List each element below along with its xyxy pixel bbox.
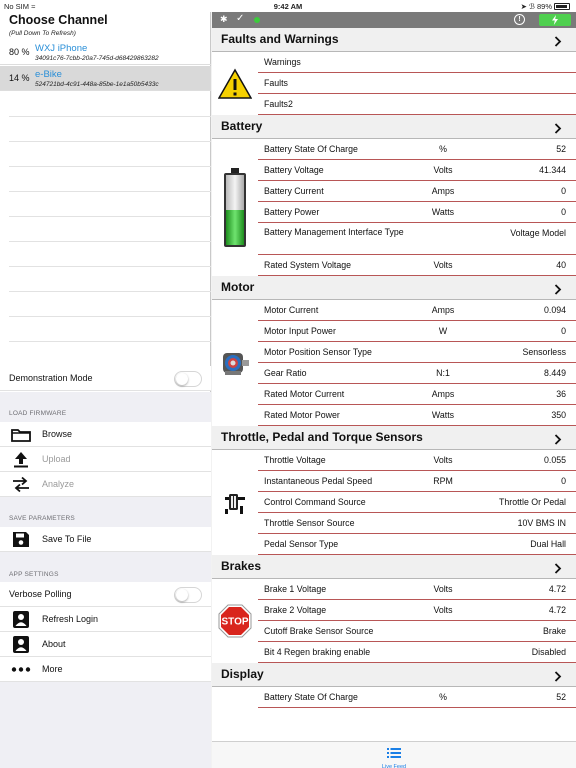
channel-name: WXJ iPhone xyxy=(35,43,88,54)
parameter-name: Battery Voltage xyxy=(264,165,324,175)
parameter-row[interactable] xyxy=(258,534,576,555)
analyze-arrows-icon xyxy=(10,476,32,493)
parameter-name: Warnings xyxy=(264,57,301,67)
parameter-row[interactable] xyxy=(258,579,576,600)
more-row[interactable] xyxy=(0,657,211,682)
battery-status-icon xyxy=(554,3,570,10)
save-to-file-row[interactable] xyxy=(0,527,211,552)
section-title: Throttle, Pedal and Torque Sensors xyxy=(221,430,423,444)
refresh-login-label: Refresh Login xyxy=(42,614,99,624)
parameter-name: Control Command Source xyxy=(264,497,366,507)
parameter-row[interactable] xyxy=(258,73,576,94)
parameter-row[interactable] xyxy=(258,687,576,708)
parameter-unit: Volts xyxy=(433,165,453,175)
parameter-name: Faults2 xyxy=(264,99,293,109)
parameter-name: Battery Power xyxy=(264,207,320,217)
connection-status-icon xyxy=(254,17,260,23)
parameter-name: Instantaneous Pedal Speed xyxy=(264,476,373,486)
empty-row-divider xyxy=(9,266,211,267)
status-right xyxy=(521,2,570,11)
parameter-unit: Amps xyxy=(431,305,455,315)
app-settings-header xyxy=(0,552,211,582)
empty-row-divider xyxy=(9,166,211,167)
section-title: Display xyxy=(221,667,264,681)
stop-sign-label: STOP xyxy=(221,616,249,628)
parameter-unit: Volts xyxy=(433,260,453,270)
save-parameters-label: SAVE PARAMETERS xyxy=(9,515,75,522)
alert-icon[interactable]: ! xyxy=(514,14,525,25)
parameter-row[interactable] xyxy=(258,513,576,534)
parameter-row[interactable] xyxy=(258,160,576,181)
parameter-unit: Volts xyxy=(433,455,453,465)
channel-id: 34091c76-7cbb-20a7-745d-d68429863282 xyxy=(35,55,159,62)
bluetooth-icon[interactable]: ✱ xyxy=(220,14,228,24)
parameter-row[interactable] xyxy=(258,642,576,663)
parameter-row[interactable] xyxy=(258,321,576,342)
wifi-icon: ≈ xyxy=(31,2,36,11)
parameter-name: Throttle Sensor Source xyxy=(264,518,355,528)
load-firmware-label: LOAD FIRMWARE xyxy=(9,410,67,417)
empty-row-divider xyxy=(9,241,211,242)
parameter-unit: RPM xyxy=(433,476,453,486)
about-row[interactable] xyxy=(0,632,211,657)
parameter-name: Rated Motor Current xyxy=(264,389,345,399)
status-bar xyxy=(0,0,576,12)
section-title: Faults and Warnings xyxy=(221,32,339,46)
channel-signal: 14 % xyxy=(9,73,30,83)
toolbar xyxy=(212,12,576,28)
sidebar-footer xyxy=(0,682,211,768)
empty-row-divider xyxy=(9,316,211,317)
channel-name: e-Bike xyxy=(35,69,62,80)
parameter-unit: % xyxy=(439,692,447,702)
parameter-name: Bit 4 Regen braking enable xyxy=(264,647,371,657)
parameter-value: 10V BMS IN xyxy=(517,518,566,528)
chevron-right-icon[interactable] xyxy=(554,561,562,579)
folder-icon xyxy=(10,426,32,443)
section-title: Battery xyxy=(221,119,263,133)
parameter-value: Throttle Or Pedal xyxy=(499,497,566,507)
parameter-name: Brake 2 Voltage xyxy=(264,605,327,615)
parameter-unit: Watts xyxy=(431,207,455,217)
section-title: Brakes xyxy=(221,559,262,573)
empty-row-divider xyxy=(9,216,211,217)
empty-row-divider xyxy=(9,341,211,342)
section-header-2[interactable] xyxy=(212,276,576,300)
chevron-right-icon[interactable] xyxy=(554,121,562,139)
sidebar-title: Choose Channel xyxy=(9,13,108,27)
parameter-row[interactable] xyxy=(258,255,576,276)
parameter-value: Dual Hall xyxy=(530,539,566,549)
demo-mode-row xyxy=(0,366,211,391)
analyze-row[interactable] xyxy=(0,472,211,497)
parameter-row[interactable] xyxy=(258,94,576,115)
warning-icon xyxy=(218,68,252,105)
save-parameters-header xyxy=(0,497,211,527)
sidebar-subtitle: (Pull Down To Refresh) xyxy=(9,30,76,37)
parameter-name: Battery State Of Charge xyxy=(264,692,358,702)
about-label: About xyxy=(42,639,66,649)
section-title: Motor xyxy=(221,280,255,294)
power-bolt-button[interactable] xyxy=(539,14,571,26)
parameter-row[interactable] xyxy=(258,202,576,223)
parameter-value: Sensorless xyxy=(522,347,566,357)
channel-item-selected[interactable] xyxy=(0,66,211,91)
empty-row-divider xyxy=(9,141,211,142)
parameter-value: Disabled xyxy=(531,647,566,657)
parameter-value: 40 xyxy=(556,260,566,270)
user-badge-icon xyxy=(10,636,32,653)
parameter-value: Voltage Model xyxy=(510,228,566,238)
parameter-value: 36 xyxy=(556,389,566,399)
parameter-value: 0.055 xyxy=(543,455,566,465)
section-header-4[interactable] xyxy=(212,555,576,579)
chevron-right-icon[interactable] xyxy=(554,669,562,687)
chevron-right-icon[interactable] xyxy=(554,34,562,52)
channel-signal: 80 % xyxy=(9,47,30,57)
tab-live-feed-label: Live Feed xyxy=(381,764,407,768)
motor-icon xyxy=(220,349,250,382)
parameter-unit: Amps xyxy=(431,186,455,196)
carrier-label: No SIM ≈ xyxy=(4,2,36,11)
demo-mode-label: Demonstration Mode xyxy=(9,373,93,383)
upload-icon xyxy=(10,451,32,468)
chevron-right-icon[interactable] xyxy=(554,282,562,300)
channel-sidebar xyxy=(0,12,211,768)
parameter-name: Battery Management Interface Type xyxy=(264,227,404,237)
parameter-row[interactable] xyxy=(258,621,576,642)
parameter-row[interactable] xyxy=(258,223,576,255)
parameter-row[interactable] xyxy=(258,181,576,202)
parameter-name: Faults xyxy=(264,78,288,88)
parameter-row[interactable] xyxy=(258,139,576,160)
parameter-name: Motor Input Power xyxy=(264,326,336,336)
tab-bar xyxy=(212,741,576,768)
browse-label: Browse xyxy=(42,429,73,439)
parameter-value: 4.72 xyxy=(548,584,566,594)
parameter-value: 4.72 xyxy=(548,605,566,615)
verbose-polling-toggle[interactable] xyxy=(174,587,202,603)
parameter-name: Cutoff Brake Sensor Source xyxy=(264,626,374,636)
parameter-row[interactable] xyxy=(258,492,576,513)
list-icon xyxy=(387,748,401,758)
chevron-right-icon[interactable] xyxy=(554,432,562,450)
verbose-polling-label: Verbose Polling xyxy=(9,589,72,599)
verbose-polling-row xyxy=(0,582,211,607)
channel-id: 524721bd-4c91-448a-85be-1e1a50b5433c xyxy=(35,81,159,88)
parameter-row[interactable] xyxy=(258,52,576,73)
bluetooth-status-icon: ℬ xyxy=(528,2,535,11)
empty-row-divider xyxy=(9,291,211,292)
parameter-value: 0.094 xyxy=(543,305,566,315)
demo-mode-toggle[interactable] xyxy=(174,371,202,387)
section-header-0[interactable] xyxy=(212,28,576,52)
parameter-unit: Volts xyxy=(433,605,453,615)
parameter-name: Brake 1 Voltage xyxy=(264,584,327,594)
user-badge-icon xyxy=(10,611,32,628)
throttle-icon xyxy=(223,491,247,520)
parameter-name: Throttle Voltage xyxy=(264,455,326,465)
parameter-name: Motor Current xyxy=(264,305,319,315)
upload-label: Upload xyxy=(42,454,71,464)
parameter-unit: Volts xyxy=(433,584,453,594)
parameter-name: Gear Ratio xyxy=(264,368,307,378)
parameter-name: Pedal Sensor Type xyxy=(264,539,339,549)
parameter-unit: Amps xyxy=(431,389,455,399)
parameter-value: 41.344 xyxy=(539,165,566,175)
lightning-icon xyxy=(551,15,559,25)
parameter-unit: % xyxy=(439,144,447,154)
parameter-value: 0 xyxy=(561,186,566,196)
section-header-5[interactable] xyxy=(212,663,576,687)
parameter-value: 0 xyxy=(561,207,566,217)
parameter-row[interactable] xyxy=(258,471,576,492)
parameter-row[interactable] xyxy=(258,450,576,471)
parameter-value: 0 xyxy=(561,476,566,486)
checkmark-icon[interactable]: ✓ xyxy=(236,13,245,24)
live-feed-panel xyxy=(212,12,576,768)
parameter-row[interactable] xyxy=(258,600,576,621)
parameter-unit: Watts xyxy=(431,410,455,420)
tab-live-feed[interactable] xyxy=(377,745,411,768)
parameter-value: Brake xyxy=(543,626,566,636)
floppy-disk-icon xyxy=(10,531,32,548)
battery-icon xyxy=(222,168,248,253)
empty-row-divider xyxy=(9,116,211,117)
parameter-value: 52 xyxy=(556,144,566,154)
save-to-file-label: Save To File xyxy=(42,534,92,544)
parameter-value: 8.449 xyxy=(543,368,566,378)
parameter-row[interactable] xyxy=(258,342,576,363)
stop-sign-icon xyxy=(218,604,252,643)
battery-percent: 89% xyxy=(536,2,552,11)
parameter-value: 0 xyxy=(561,326,566,336)
empty-row-divider xyxy=(9,191,211,192)
browse-row[interactable] xyxy=(0,422,211,447)
refresh-login-row[interactable] xyxy=(0,607,211,632)
more-dots-icon xyxy=(10,661,32,678)
section-header-3[interactable] xyxy=(212,426,576,450)
parameter-unit: W xyxy=(438,326,448,336)
analyze-label: Analyze xyxy=(42,479,75,489)
section-header-1[interactable] xyxy=(212,115,576,139)
parameter-name: Motor Position Sensor Type xyxy=(264,347,372,357)
parameter-name: Rated System Voltage xyxy=(264,260,352,270)
more-label: More xyxy=(42,664,63,674)
parameter-value: 52 xyxy=(556,692,566,702)
load-firmware-header xyxy=(0,392,211,422)
channel-item[interactable] xyxy=(0,40,211,65)
clock: 9:42 AM xyxy=(273,2,303,11)
parameter-unit: N:1 xyxy=(436,368,450,378)
app-settings-label: APP SETTINGS xyxy=(9,571,59,578)
parameter-value: 350 xyxy=(551,410,566,420)
parameter-name: Battery Current xyxy=(264,186,324,196)
parameter-row[interactable] xyxy=(258,405,576,426)
parameter-name: Battery State Of Charge xyxy=(264,144,358,154)
location-icon: ➤ xyxy=(520,2,527,11)
parameter-name: Rated Motor Power xyxy=(264,410,340,420)
parameter-row[interactable] xyxy=(258,300,576,321)
upload-row[interactable] xyxy=(0,447,211,472)
parameter-row[interactable] xyxy=(258,384,576,405)
parameter-row[interactable] xyxy=(258,363,576,384)
